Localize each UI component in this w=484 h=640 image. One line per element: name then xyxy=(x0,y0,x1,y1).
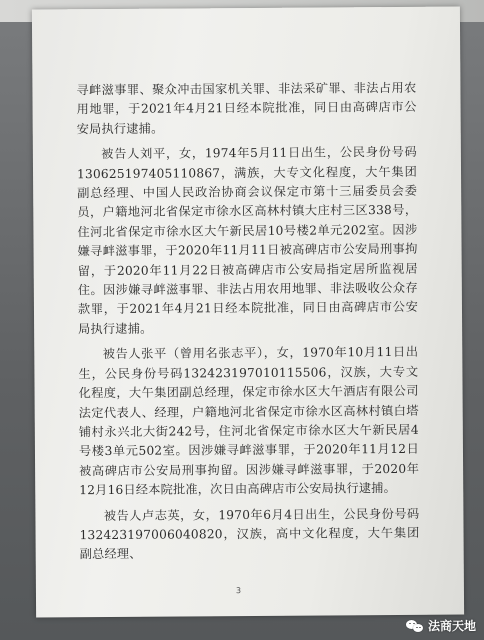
watermark xyxy=(406,617,476,634)
paragraph-2: 被告人刘平，女，1974年5月11日出生，公民身份号码130625197405110867，满族，大专文化程度，大午集团副总经理、中国人民政治协商会议保定市第十三届委员会委员，户籍地河北省保定市徐水区高林村镇大庄村三区338号，住河北省保定市徐水区大午新民居10号楼2单元202室。因涉嫌寻衅滋事罪，于2020年11月11日被高碑店市公安局刑事拘留，于2020年11月22日被高碑店市公安局指定居所监视居住。因涉嫌寻衅滋事罪、非法占用农用地罪、非法吸收公众存款罪，于2021年4月21日经本院批准，同日由高碑店市公安局执行逮捕。 xyxy=(76,145,419,337)
watermark-label: 法商天地 xyxy=(427,619,476,633)
document-body xyxy=(76,79,419,571)
paragraph-3: 被告人张平（曾用名张志平），女，1970年10月11日出生，公民身份号码132423197010115506，汉族，大专文化程度，大午集团副总经理，保定市徐水区大午酒店有限公司法定代表人、经理，户籍地河北省保定市徐水区高林村镇白塔铺村永兴北大街242号，住河北省保定市徐水区大午新民居4号楼3单元502室。因涉嫌寻衅滋事罪，于2020年11月12日被高碑店市公安局刑事拘留。因涉嫌寻衅滋事罪，于2020年12月16日经本院批准，次日由高碑店市公安局执行逮捕。 xyxy=(78,345,420,498)
paragraph-4: 被告人卢志英，女，1970年6月4日出生，公民身份号码132423197006040820，汉族，高中文化程度，大午集团副总经理、 xyxy=(79,506,420,562)
document-page xyxy=(32,7,464,618)
wechat-icon xyxy=(406,619,424,633)
paragraph-1: 寻衅滋事罪、聚众冲击国家机关罪、非法采矿罪、非法占用农用地罪，于2021年4月21日经本院批准，同日由高碑店市公安局执行逮捕。 xyxy=(76,80,417,137)
page-number: 3 xyxy=(235,586,242,596)
